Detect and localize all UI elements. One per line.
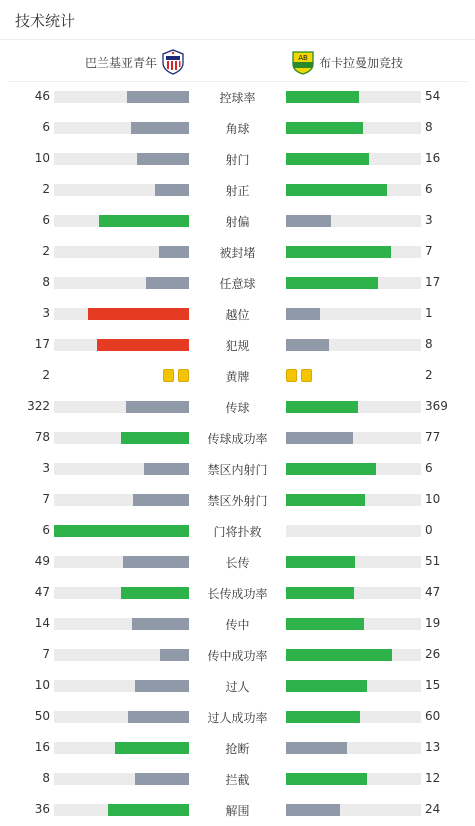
stat-label: 长传成功率	[207, 587, 268, 601]
stat-label: 解围	[225, 804, 250, 818]
away-team[interactable]	[291, 49, 403, 75]
home-stat-bar-fill	[135, 680, 189, 692]
away-stat-value: 51	[425, 554, 441, 568]
home-stat-bar	[54, 587, 189, 599]
away-stat-bar-fill	[286, 587, 354, 599]
stat-row	[0, 144, 475, 175]
stat-row	[0, 640, 475, 671]
away-stat-bar	[286, 773, 421, 785]
away-stat-bar-fill	[286, 246, 391, 258]
stat-row	[0, 330, 475, 361]
away-team-name: 布卡拉曼加竞技	[319, 55, 404, 70]
stat-label: 长传	[225, 556, 250, 570]
away-stat-bar	[286, 494, 421, 506]
away-stat-value: 77	[425, 430, 441, 444]
home-stat-bar	[54, 184, 189, 196]
home-stat-value: 322	[27, 399, 50, 413]
away-stat-bar	[286, 401, 421, 413]
away-stat-value: 8	[425, 120, 433, 134]
home-stat-bar-fill	[160, 649, 189, 661]
away-stat-bar	[286, 91, 421, 103]
away-stat-bar-fill	[286, 773, 367, 785]
home-stat-bar	[54, 556, 189, 568]
stat-label: 角球	[225, 122, 250, 136]
away-stat-bar	[286, 215, 421, 227]
stat-label: 传中	[225, 618, 250, 632]
stat-label: 射门	[225, 153, 250, 167]
home-stat-bar	[54, 277, 189, 289]
away-stat-bar-fill	[286, 339, 329, 351]
stat-row	[0, 764, 475, 795]
away-stat-bar	[286, 432, 421, 444]
stat-label: 射正	[225, 184, 250, 198]
away-stat-value: 60	[425, 709, 441, 723]
home-stat-bar-fill	[127, 91, 189, 103]
home-stat-bar	[54, 401, 189, 413]
stat-row	[0, 113, 475, 144]
away-stat-bar-fill	[286, 122, 363, 134]
home-stat-value: 36	[34, 802, 50, 816]
away-stat-value: 6	[425, 461, 433, 475]
home-stat-bar-fill	[97, 339, 189, 351]
away-stat-value: 369	[425, 399, 448, 413]
home-stat-bar	[54, 525, 189, 537]
away-stat-value: 12	[425, 771, 441, 785]
home-stat-value: 46	[34, 89, 50, 103]
home-stat-value: 7	[42, 492, 50, 506]
stat-row	[0, 82, 475, 113]
away-stat-value: 10	[425, 492, 441, 506]
stat-label: 控球率	[219, 91, 256, 105]
home-stat-bar	[54, 339, 189, 351]
home-stat-value: 3	[42, 306, 50, 320]
home-stat-bar-fill	[123, 556, 189, 568]
home-stat-bar-fill	[155, 184, 189, 196]
home-stat-value: 3	[42, 461, 50, 475]
home-stat-bar	[54, 432, 189, 444]
home-stat-value: 10	[34, 678, 50, 692]
away-stat-value: 47	[425, 585, 441, 599]
away-stat-bar	[286, 680, 421, 692]
stat-label: 犯规	[225, 339, 250, 353]
home-stat-bar-fill	[121, 432, 189, 444]
away-stat-bar	[286, 649, 421, 661]
away-stat-bar	[286, 339, 421, 351]
home-stat-bar	[54, 773, 189, 785]
home-stat-value: 2	[42, 244, 50, 258]
home-team-name: 巴兰基亚青年	[84, 55, 157, 70]
away-stat-bar	[286, 153, 421, 165]
away-stat-bar-fill	[286, 804, 340, 816]
teams-bar	[8, 41, 467, 82]
home-stat-value: 8	[42, 771, 50, 785]
away-stat-value: 1	[425, 306, 433, 320]
stat-row	[0, 547, 475, 578]
away-stat-value: 24	[425, 802, 441, 816]
stat-label: 禁区外射门	[207, 494, 268, 508]
away-stat-value: 19	[425, 616, 441, 630]
stat-row	[0, 485, 475, 516]
away-stat-bar-fill	[286, 711, 360, 723]
away-stat-bar-fill	[286, 432, 353, 444]
stat-label: 拦截	[225, 773, 250, 787]
home-stat-value: 6	[42, 523, 50, 537]
away-stat-bar-fill	[286, 494, 365, 506]
stat-label: 禁区内射门	[207, 463, 268, 477]
away-stat-bar	[286, 122, 421, 134]
away-stat-bar	[286, 587, 421, 599]
home-stat-value: 49	[34, 554, 50, 568]
junior-crest-icon	[161, 49, 185, 75]
stat-row	[0, 175, 475, 206]
away-stat-bar	[286, 742, 421, 754]
home-stat-bar-fill	[115, 742, 189, 754]
away-stat-value: 6	[425, 182, 433, 196]
stat-label: 过人	[225, 680, 250, 694]
stat-label: 被封堵	[219, 246, 256, 260]
stat-row	[0, 516, 475, 547]
home-stat-bar-fill	[121, 587, 189, 599]
away-stat-bar	[286, 463, 421, 475]
away-stat-bar-fill	[286, 308, 320, 320]
stat-row	[0, 423, 475, 454]
stat-row	[0, 454, 475, 485]
away-stat-bar-fill	[286, 556, 355, 568]
stat-row	[0, 392, 475, 423]
home-stat-bar-fill	[146, 277, 189, 289]
home-stat-bar-fill	[128, 711, 189, 723]
stat-label: 抢断	[225, 742, 250, 756]
home-stat-bar	[54, 463, 189, 475]
home-stat-bar-fill	[133, 494, 189, 506]
stat-label: 射偏	[225, 215, 250, 229]
away-stat-value: 13	[425, 740, 441, 754]
stat-row	[0, 206, 475, 237]
away-stat-bar-fill	[286, 618, 364, 630]
stat-row	[0, 578, 475, 609]
away-stat-value: 2	[425, 368, 433, 382]
away-stat-bar	[286, 184, 421, 196]
away-stat-bar	[286, 804, 421, 816]
away-stat-value: 15	[425, 678, 441, 692]
stat-label: 过人成功率	[207, 711, 268, 725]
away-yellow-cards	[286, 369, 312, 382]
away-stat-bar-fill	[286, 184, 387, 196]
away-stat-bar	[286, 525, 421, 537]
home-stat-bar-fill	[144, 463, 189, 475]
stat-label: 越位	[225, 308, 250, 322]
away-stat-bar	[286, 308, 421, 320]
stat-label: 任意球	[219, 277, 256, 291]
away-stat-bar-fill	[286, 680, 367, 692]
yellow-card-icon	[286, 369, 297, 382]
home-stat-value: 2	[42, 368, 50, 382]
home-stat-bar	[54, 742, 189, 754]
home-stat-bar	[54, 649, 189, 661]
away-stat-value: 3	[425, 213, 433, 227]
away-stat-bar	[286, 246, 421, 258]
home-stat-bar	[54, 308, 189, 320]
svg-text:AB: AB	[298, 54, 308, 62]
home-stat-bar	[54, 494, 189, 506]
home-stat-value: 7	[42, 647, 50, 661]
home-stat-bar	[54, 122, 189, 134]
away-stat-bar-fill	[286, 401, 358, 413]
home-stat-bar-fill	[131, 122, 189, 134]
away-stat-bar-fill	[286, 742, 347, 754]
away-stat-bar-fill	[286, 215, 331, 227]
stat-row	[0, 609, 475, 640]
page-title: 技术统计	[15, 12, 76, 30]
home-stat-bar-fill	[135, 773, 189, 785]
away-stat-bar-fill	[286, 649, 392, 661]
home-stat-value: 78	[34, 430, 50, 444]
home-stat-value: 14	[34, 616, 50, 630]
home-stat-bar-fill	[126, 401, 189, 413]
away-stat-bar-fill	[286, 153, 369, 165]
stat-label: 黄牌	[225, 370, 250, 384]
stat-label: 传中成功率	[207, 649, 268, 663]
home-stat-bar-fill	[137, 153, 189, 165]
home-stat-bar	[54, 618, 189, 630]
away-stat-bar-fill	[286, 91, 359, 103]
home-yellow-cards	[163, 369, 189, 382]
home-stat-value: 6	[42, 213, 50, 227]
stat-row	[0, 702, 475, 733]
away-stat-bar	[286, 711, 421, 723]
home-stat-value: 6	[42, 120, 50, 134]
away-stat-bar-fill	[286, 463, 376, 475]
stat-row	[0, 361, 475, 392]
home-stat-value: 10	[34, 151, 50, 165]
home-stat-value: 8	[42, 275, 50, 289]
home-stat-bar-fill	[54, 525, 189, 537]
away-stat-value: 16	[425, 151, 441, 165]
stat-row	[0, 299, 475, 330]
stat-row	[0, 733, 475, 764]
away-stat-value: 54	[425, 89, 441, 103]
home-stat-bar	[54, 215, 189, 227]
bucaramanga-crest-icon	[291, 49, 315, 75]
home-stat-bar	[54, 711, 189, 723]
home-stat-value: 47	[34, 585, 50, 599]
away-stat-value: 8	[425, 337, 433, 351]
home-stat-bar-fill	[132, 618, 189, 630]
stat-row	[0, 237, 475, 268]
home-stat-bar	[54, 153, 189, 165]
away-stat-bar-fill	[286, 277, 378, 289]
home-stat-value: 17	[34, 337, 50, 351]
stat-row	[0, 268, 475, 299]
yellow-card-icon	[163, 369, 174, 382]
away-stat-value: 17	[425, 275, 441, 289]
stat-label: 传球	[225, 401, 250, 415]
away-stat-value: 7	[425, 244, 433, 258]
stats-header	[0, 0, 475, 40]
home-stat-bar-fill	[99, 215, 189, 227]
stat-row	[0, 795, 475, 826]
home-stat-bar-fill	[88, 308, 189, 320]
stat-label: 传球成功率	[207, 432, 268, 446]
stats-list	[0, 82, 475, 826]
away-stat-bar	[286, 618, 421, 630]
home-stat-bar	[54, 91, 189, 103]
home-stat-value: 50	[34, 709, 50, 723]
away-stat-value: 0	[425, 523, 433, 537]
home-stat-bar	[54, 804, 189, 816]
stat-label: 门将扑救	[213, 525, 262, 539]
away-stat-bar	[286, 556, 421, 568]
away-stat-value: 26	[425, 647, 441, 661]
home-stat-bar-fill	[159, 246, 189, 258]
home-stat-bar	[54, 680, 189, 692]
yellow-card-icon	[178, 369, 189, 382]
home-team[interactable]	[85, 49, 185, 75]
home-stat-value: 2	[42, 182, 50, 196]
away-stat-bar	[286, 277, 421, 289]
yellow-card-icon	[301, 369, 312, 382]
home-stat-value: 16	[34, 740, 50, 754]
home-stat-bar-fill	[108, 804, 189, 816]
stat-row	[0, 671, 475, 702]
home-stat-bar	[54, 246, 189, 258]
